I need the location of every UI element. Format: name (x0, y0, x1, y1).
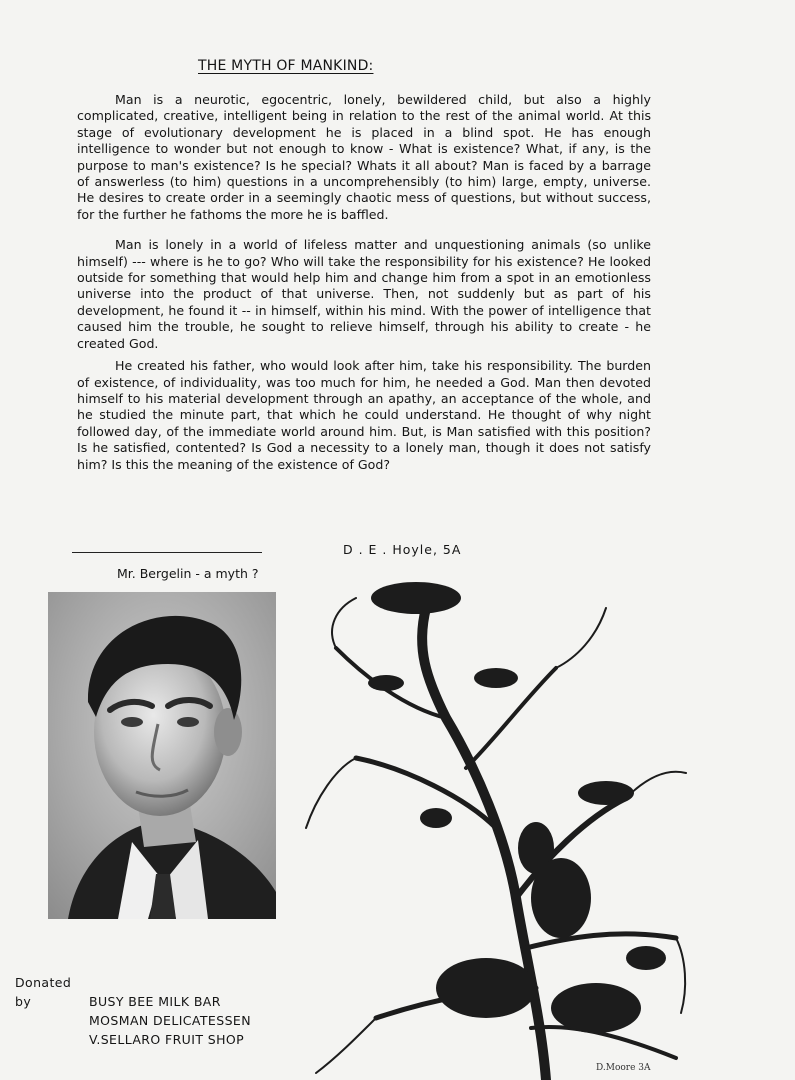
author-credit: D . E . Hoyle, 5A (343, 542, 462, 557)
sponsor-line: MOSMAN DELICATESSEN (89, 1013, 251, 1028)
paragraph-1: Man is a neurotic, egocentric, lonely, bewildered child, but also a highly complicated, creative, intelligent being in relation to the rest of the animal world. At this stage of evolutionary development he is placed in a blind spot. He has enough intelligence to wonder but not enough to know - What is existence? What, if any, is the purpose to man's existence? Is he special? Whats it all about? Man is faced by a barrage of answerless (to him) questions in a uncomprehensibly (to him) large, empty, universe. He desires to create order in a seemingly chaotic mess of questions, but without success, for the further he fathoms the more he is baffled. (77, 92, 651, 222)
sponsor-line: BUSY BEE MILK BAR (89, 994, 221, 1009)
portrait-photo (48, 592, 276, 919)
paragraph-2: Man is lonely in a world of lifeless matter and unquestioning animals (so unlike himself) --- where is he to go? Who will take the responsibility for his existence? He looked outside for something that would help him and change him from a spot in an emotionless universe into the product of that universe. Then, not suddenly but as part of his development, he found it -- in himself, within his mind. With the power of intelligence that caused him the trouble, he sought to relieve himself, through his ability to create - he created God. (77, 237, 651, 351)
artist-signature: D.Moore 3A (596, 1063, 651, 1073)
sponsor-block (15, 973, 251, 1049)
paragraph-3: He created his father, who would look after him, take his responsibility. The burden of existence, of individuality, was too much for him, he needed a God. Man then devoted himself to his material development through an apathy, an acceptance of the whole, and he studied the minute part, that which he could understand. He thought of why night followed day, of the immediate world around him. But, is Man satisfied with this position? Is he satisfied, contented? Is God a necessity to a lonely man, though it does not satisfy him? Is this the meaning of the existence of God? (77, 358, 651, 472)
divider-rule (72, 552, 262, 553)
page-title: THE MYTH OF MANKIND: (198, 58, 374, 74)
sponsor-line: V.SELLARO FRUIT SHOP (89, 1032, 245, 1047)
tree-illustration (296, 568, 696, 1080)
photo-caption: Mr. Bergelin - a myth ? (117, 566, 259, 581)
donated-by-label: Donated by (15, 975, 72, 1009)
essay-body (77, 92, 651, 487)
